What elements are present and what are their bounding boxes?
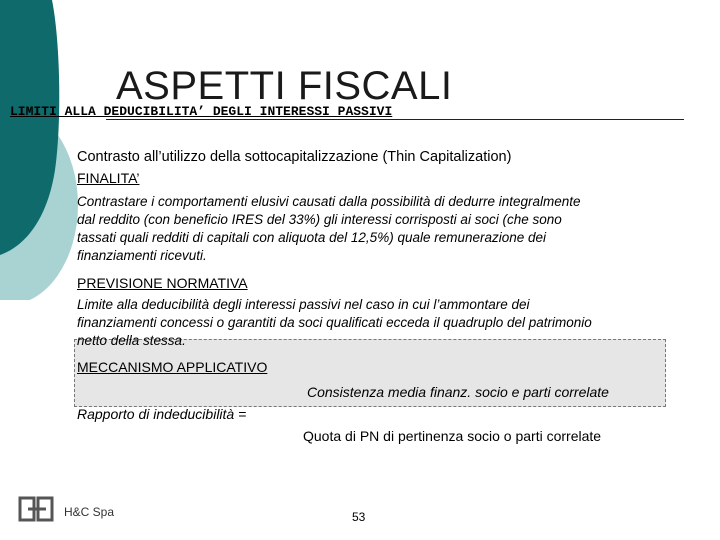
section-previsione-label: PREVISIONE NORMATIVA [77,275,248,291]
decorative-teal-shapes [0,0,80,300]
section-previsione-body [77,296,592,350]
previsione-line: netto della stessa. [77,333,186,348]
slide-title: ASPETTI FISCALI [116,64,453,108]
previsione-line: Limite alla deducibilità degli interessi passivi nel caso in cui l’ammontare dei [77,297,530,312]
formula-ratio-label: Rapporto di indeducibilità = [77,406,247,422]
finalita-line: tassati quali redditi di capitali con aliquota del 12,5%) quale remunerazione dei [77,230,547,245]
formula-numerator: Consistenza media finanz. socio e parti correlate [307,384,609,400]
finalita-line: finanziamenti ricevuti. [77,248,207,263]
title-underline-rule [106,119,684,120]
section-finalita-label: FINALITA’ [77,170,140,186]
formula-denominator: Quota di PN di pertinenza socio o parti correlate [303,428,602,444]
slide-subtitle: LIMITI ALLA DEDUCIBILITA’ DEGLI INTERESSI PASSIVI [10,104,393,119]
finalita-line: Contrastare i comportamenti elusivi causati dalla possibilità di dedurre integralmente [77,194,581,209]
page-number: 53 [352,510,366,524]
section-finalita-body [77,193,581,265]
section-meccanismo-label: MECCANISMO APPLICATIVO [77,359,268,375]
heading-paragraph [77,148,511,166]
previsione-line: finanziamenti concessi o garantiti da soci qualificati ecceda il quadruplo del patrimonio [77,315,592,330]
logo-text: H&C Spa [64,505,115,519]
heading-text: Contrasto all’utilizzo della sottocapitalizzazione (Thin Capitalization) [77,149,512,165]
finalita-line: dal reddito (con beneficio IRES del 33%) gli interessi corrisposti ai soci (che sono [77,212,562,227]
